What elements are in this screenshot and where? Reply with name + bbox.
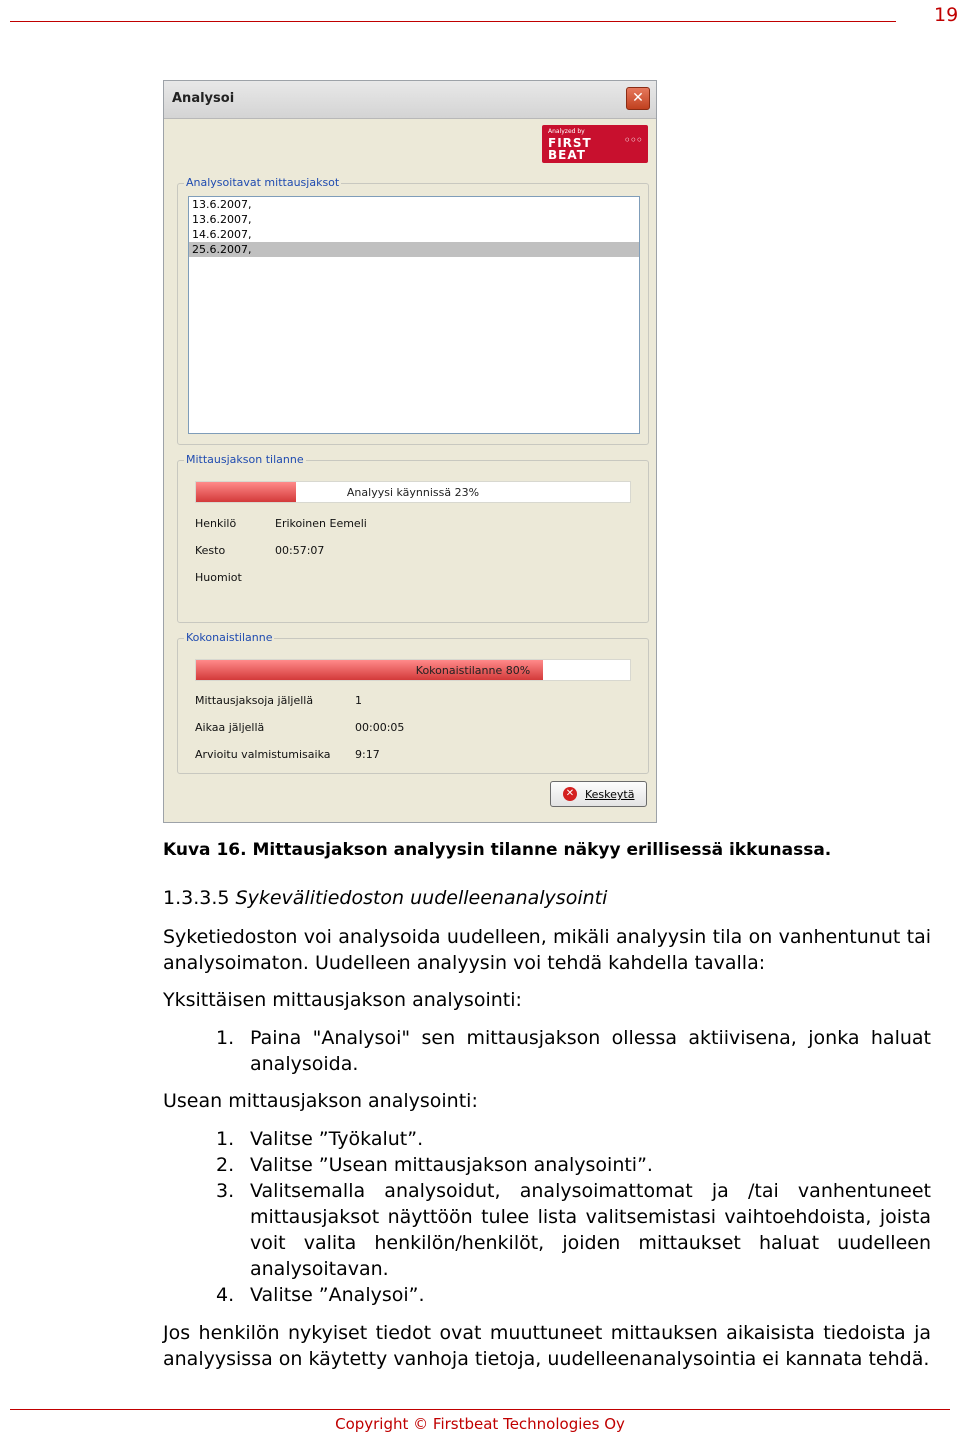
logo-first: FIRST bbox=[548, 136, 592, 150]
figure-caption: Kuva 16. Mittausjakson analyysin tilanne näkyy erillisessä ikkunassa. bbox=[163, 840, 832, 860]
dialog-title: Analysoi bbox=[172, 91, 235, 106]
section-title: Sykevälitiedoston uudelleenanalysointi bbox=[235, 887, 608, 909]
close-icon: ✕ bbox=[632, 90, 644, 106]
time-remaining-value: 00:00:05 bbox=[355, 721, 405, 734]
logo-beat: BEAT bbox=[548, 148, 586, 162]
step-number: 1. bbox=[216, 1027, 235, 1049]
duration-label: Kesto bbox=[195, 544, 226, 557]
estimated-finish-label: Arvioitu valmistumisaika bbox=[195, 748, 331, 761]
remaining-periods-value: 1 bbox=[355, 694, 362, 707]
dialog-titlebar bbox=[164, 81, 656, 119]
close-button[interactable] bbox=[626, 87, 650, 110]
list-item[interactable]: 13.6.2007, bbox=[192, 213, 252, 226]
list-item-selected[interactable]: 25.6.2007, bbox=[189, 242, 639, 257]
step-number: 4. bbox=[216, 1284, 235, 1306]
single-heading: Yksittäisen mittausjakson analysointi: bbox=[163, 989, 522, 1011]
logo-analyzed-by: Analyzed by bbox=[548, 128, 585, 135]
analysis-progress-bar bbox=[195, 481, 631, 503]
cancel-button-label: Keskeytä bbox=[585, 788, 635, 801]
intro-paragraph: Syketiedoston voi analysoida uudelleen, mikäli analyysin tila on vanhentunut tai analysoimaton. Uudelleen analyysin voi tehdä kahdella tavalla: bbox=[163, 926, 931, 974]
section-number: 1.3.3.5 bbox=[163, 887, 230, 909]
multi-step-1 bbox=[216, 1126, 931, 1152]
single-step-1 bbox=[216, 1025, 931, 1077]
list-item[interactable]: 14.6.2007, bbox=[192, 228, 252, 241]
copyright: Copyright © Firstbeat Technologies Oy bbox=[335, 1415, 625, 1433]
cancel-icon: ✕ bbox=[563, 787, 577, 801]
multi-heading: Usean mittausjakson analysointi: bbox=[163, 1090, 478, 1112]
footer-rule bbox=[10, 1409, 950, 1410]
step-text: Paina "Analysoi" sen mittausjakson ollessa aktiivisena, jonka haluat analysoida. bbox=[250, 1027, 931, 1075]
remaining-periods-label: Mittausjaksoja jäljellä bbox=[195, 694, 314, 707]
firstbeat-logo bbox=[542, 125, 648, 163]
cancel-button[interactable] bbox=[550, 781, 647, 807]
step-number: 1. bbox=[216, 1128, 235, 1150]
measurements-group-label: Analysoitavat mittausjaksot bbox=[186, 176, 340, 189]
multi-step-3 bbox=[216, 1178, 931, 1282]
notes-label: Huomiot bbox=[195, 571, 242, 584]
measurements-listbox[interactable] bbox=[188, 196, 640, 434]
multi-step-2 bbox=[216, 1152, 931, 1178]
step-text: Valitse ”Analysoi”. bbox=[250, 1284, 425, 1306]
step-number: 3. bbox=[216, 1180, 235, 1202]
person-label: Henkilö bbox=[195, 517, 237, 530]
status-group bbox=[177, 453, 649, 623]
time-remaining-label: Aikaa jäljellä bbox=[195, 721, 265, 734]
person-value: Erikoinen Eemeli bbox=[275, 517, 367, 530]
header-rule bbox=[10, 21, 896, 22]
logo-network-icon: ◦◦◦ bbox=[623, 133, 642, 147]
step-text: Valitse ”Usean mittausjakson analysointi”. bbox=[250, 1154, 653, 1176]
section-heading bbox=[163, 887, 607, 909]
step-text: Valitse ”Työkalut”. bbox=[250, 1128, 424, 1150]
estimated-finish-value: 9:17 bbox=[355, 748, 380, 761]
multi-step-4 bbox=[216, 1282, 931, 1308]
analysoi-dialog bbox=[163, 80, 657, 823]
total-group bbox=[177, 631, 649, 774]
closing-paragraph: Jos henkilön nykyiset tiedot ovat muuttuneet mittauksen aikaisista tiedoista ja analyysissa on käytetty vanhoja tietoja, uudelleenanalysointia ei kannata tehdä. bbox=[163, 1322, 931, 1370]
total-group-label: Kokonaistilanne bbox=[186, 631, 273, 644]
step-number: 2. bbox=[216, 1154, 235, 1176]
total-progress-text: Kokonaistilanne 80% bbox=[415, 664, 531, 677]
analysis-progress-text: Analyysi käynnissä 23% bbox=[346, 486, 480, 499]
measurements-group bbox=[177, 176, 649, 445]
duration-value: 00:57:07 bbox=[275, 544, 325, 557]
total-progress-bar bbox=[195, 659, 631, 681]
page-number: 19 bbox=[934, 4, 959, 26]
step-text: Valitsemalla analysoidut, analysoimattomat ja /tai vanhentuneet mittausjaksot näyttöön tulee lista valitsemistasi vaihtoehdoista, joista voit valita henkilön/henkilöt, joiden mittaukset haluat uudelleen analysoitavan. bbox=[250, 1180, 931, 1280]
status-group-label: Mittausjakson tilanne bbox=[186, 453, 304, 466]
list-item[interactable]: 13.6.2007, bbox=[192, 198, 252, 211]
